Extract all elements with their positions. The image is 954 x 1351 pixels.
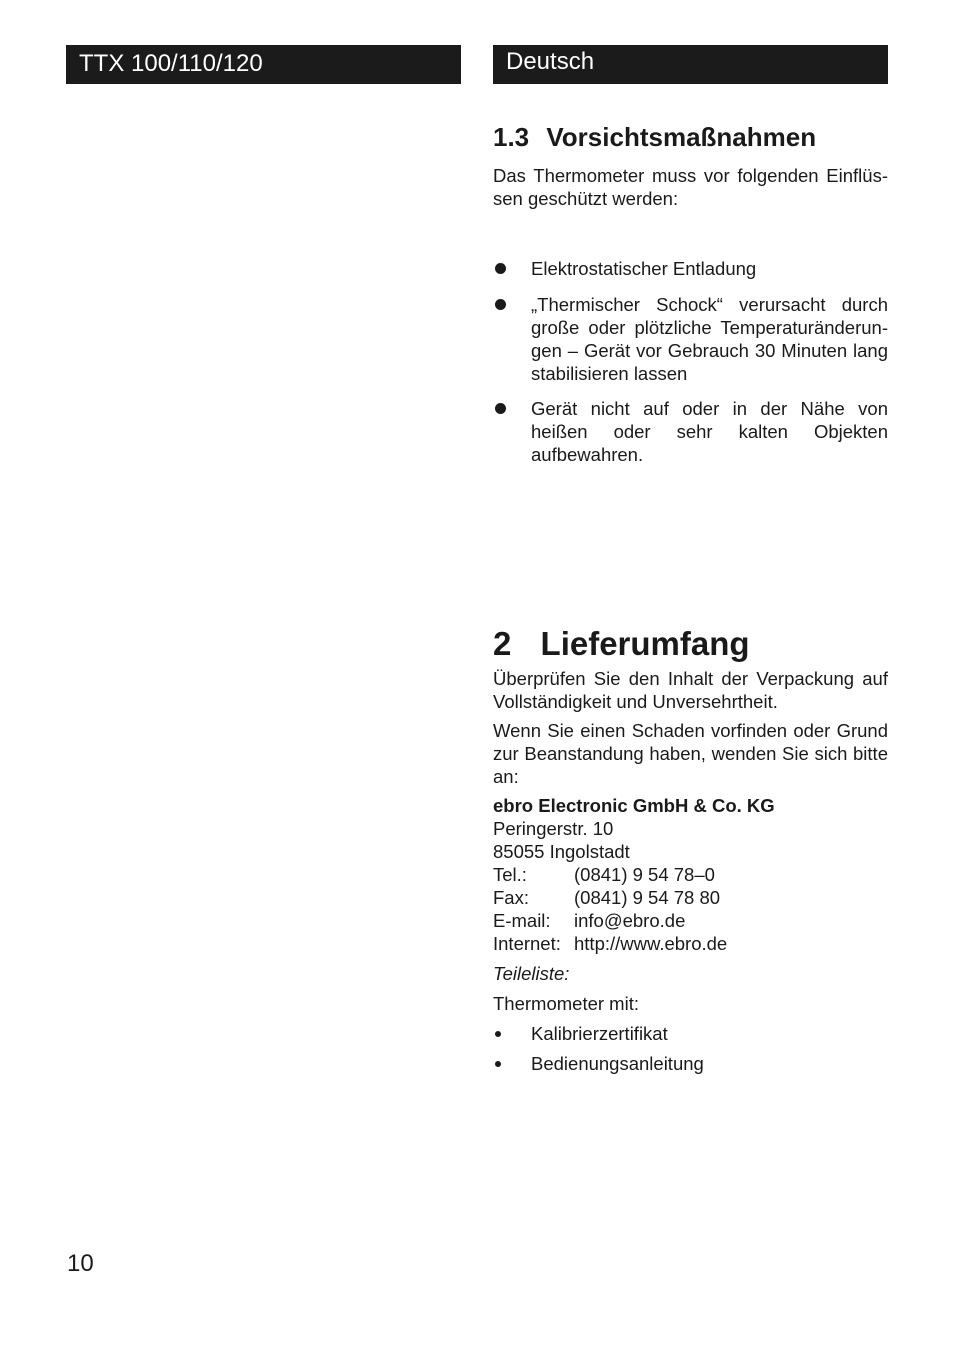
header-bar-left (66, 45, 461, 84)
parts-list-label: Teileliste: (493, 963, 570, 984)
bullet-icon (495, 1031, 501, 1037)
contact-row-fax: Fax: (0841) 9 54 78 80 (493, 887, 721, 908)
section-precautions (493, 124, 888, 466)
list-item: Kalibrierzertifikat (493, 1022, 888, 1045)
section-title: Vorsichtsmaßnahmen (546, 122, 817, 152)
header-bar-right (493, 45, 888, 84)
bullet-icon (495, 403, 506, 414)
section-number: 2 (493, 625, 512, 662)
section-delivery-scope (493, 627, 888, 1075)
language-title: Deutsch (506, 48, 595, 75)
section-heading-2 (493, 627, 888, 660)
section-title: Lieferumfang (540, 625, 750, 662)
parts-list (493, 1022, 888, 1075)
contact-row-email: E-mail: info@ebro.de (493, 910, 686, 931)
list-item: „Thermischer Schock“ verursacht durch große oder plötzliche Temperaturänderun-gen – Gerät vor Gebrauch 30 Minuten lang stabilisieren lassen (493, 293, 888, 385)
list-item: Gerät nicht auf oder in der Nähe von heißen oder sehr kalten Objekten aufbewahren. (493, 397, 888, 466)
street: Peringerstr. 10 (493, 818, 614, 839)
damage-contact-text: Wenn Sie einen Schaden vorfinden oder Grund zur Beanstandung haben, wenden Sie sich bitte an: (493, 720, 888, 787)
list-item: Elektrostatischer Entladung (493, 257, 888, 280)
address-block (493, 794, 888, 955)
precautions-intro: Das Thermometer muss vor folgenden Einflüs-sen geschützt werden: (493, 165, 888, 209)
city: 85055 Ingolstadt (493, 841, 630, 862)
bullet-icon (495, 263, 506, 274)
page-number: 10 (67, 1250, 94, 1277)
precautions-list (493, 257, 888, 466)
section-heading-1-3 (493, 124, 888, 150)
product-title: TTX 100/110/120 (79, 50, 263, 77)
list-item: Bedienungsanleitung (493, 1052, 888, 1075)
bullet-icon (495, 1061, 501, 1067)
contact-row-internet: Internet: http://www.ebro.de (493, 933, 728, 954)
bullet-icon (495, 299, 506, 310)
contact-row-tel: Tel.: (0841) 9 54 78–0 (493, 864, 715, 885)
company-name: ebro Electronic GmbH & Co. KG (493, 795, 775, 816)
check-contents-text: Überprüfen Sie den Inhalt der Verpackung auf Vollständigkeit und Unversehrtheit. (493, 668, 888, 712)
section-number: 1.3 (493, 122, 530, 152)
parts-intro: Thermometer mit: (493, 993, 639, 1014)
